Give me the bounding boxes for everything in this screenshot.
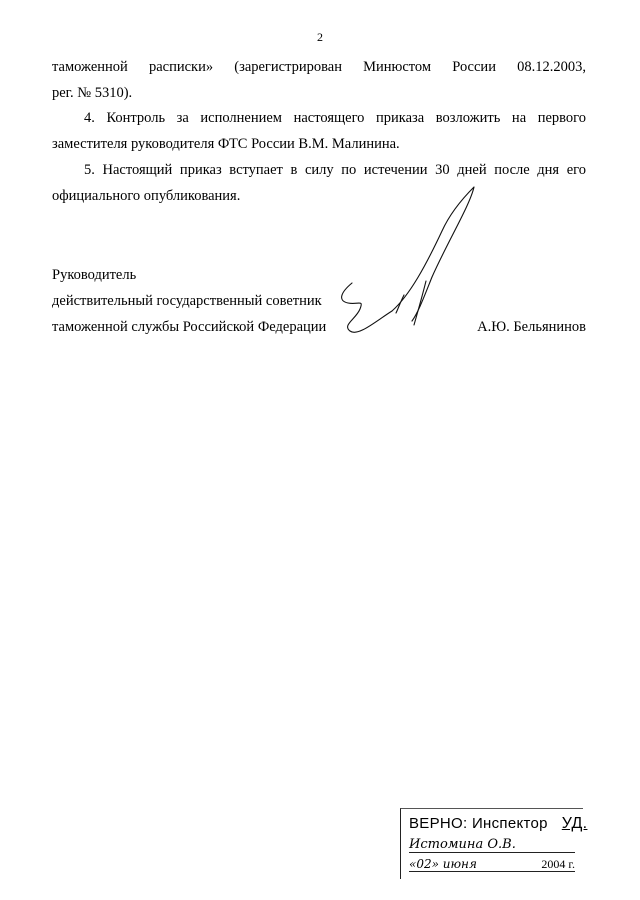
stamp-text: «02» июня bbox=[409, 857, 477, 871]
signatory-title-line: Руководитель bbox=[52, 267, 137, 283]
stamp-line-inspector bbox=[409, 815, 587, 833]
signatory-title-line: таможенной службы Российской Федерации bbox=[52, 319, 327, 335]
signatory-name: А.Ю. Бельянинов bbox=[477, 319, 586, 335]
paragraph-item-4 bbox=[52, 105, 586, 157]
page-number: 2 bbox=[317, 30, 323, 44]
paragraph-line: официального опубликования. bbox=[52, 188, 241, 204]
signatory-title-line: действительный государственный советник bbox=[52, 293, 322, 309]
certification-stamp bbox=[400, 808, 588, 879]
paragraph-line: 5. Настоящий приказ вступает в силу по истечении 30 дней после дня его bbox=[84, 162, 586, 178]
signatory-title bbox=[52, 262, 326, 340]
paragraph-line: 4. Контроль за исполнением настоящего приказа возложить на первого bbox=[84, 110, 586, 126]
paragraph-registration bbox=[52, 54, 586, 106]
paragraph-item-5 bbox=[52, 157, 586, 209]
paragraph-line: заместителя руководителя ФТС России В.М. Малинина. bbox=[52, 136, 400, 152]
stamp-text: 2004 г. bbox=[541, 857, 575, 871]
paragraph-line: таможенной расписки» (зарегистрирован Минюстом России 08.12.2003, bbox=[52, 59, 586, 75]
paragraph-line: рег. № 5310). bbox=[52, 85, 133, 101]
handwritten-signature bbox=[330, 185, 490, 355]
stamp-text: ВЕРНО: Инспектор bbox=[409, 815, 548, 832]
stamp-text: УД. bbox=[561, 815, 588, 832]
stamp-line-date bbox=[409, 857, 575, 872]
stamp-line-name: Истомина О.В. bbox=[409, 837, 575, 853]
